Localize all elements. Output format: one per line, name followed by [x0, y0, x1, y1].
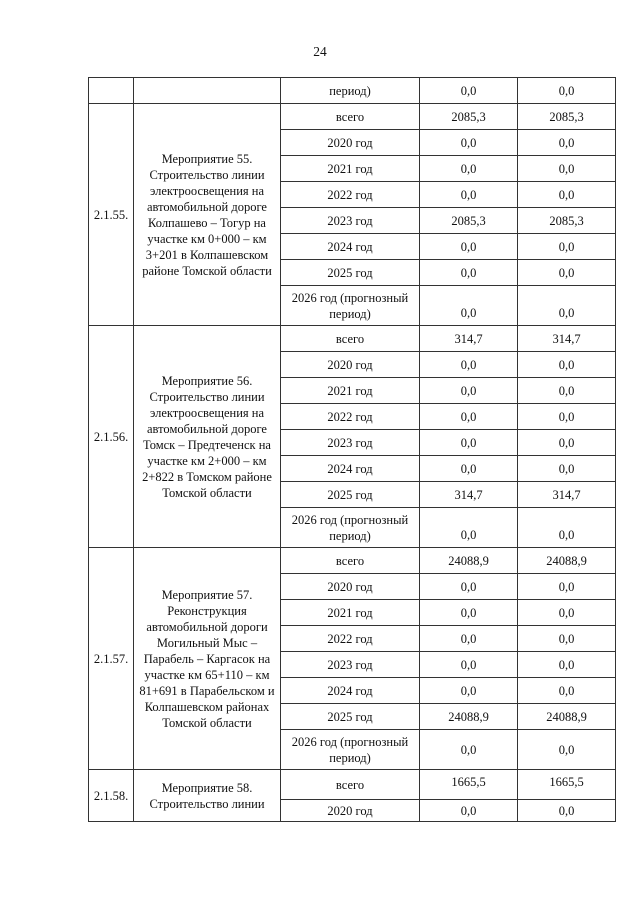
value-cell: 0,0	[518, 352, 616, 378]
value-cell: 314,7	[518, 482, 616, 508]
value-cell: 0,0	[420, 456, 518, 482]
value-cell: 0,0	[518, 260, 616, 286]
measure-code: 2.1.56.	[89, 326, 134, 548]
measure-code: 2.1.58.	[89, 770, 134, 822]
value-cell: 0,0	[518, 286, 616, 326]
value-cell: 0,0	[518, 652, 616, 678]
year-label: 2023 год	[281, 208, 420, 234]
year-label: 2021 год	[281, 378, 420, 404]
value-cell: 0,0	[420, 156, 518, 182]
year-label: 2023 год	[281, 652, 420, 678]
year-label: 2023 год	[281, 430, 420, 456]
year-label: 2025 год	[281, 260, 420, 286]
year-label: 2020 год	[281, 800, 420, 822]
value-cell: 0,0	[518, 130, 616, 156]
table-row	[89, 104, 616, 130]
measure-code: 2.1.57.	[89, 548, 134, 770]
value-cell: 2085,3	[518, 104, 616, 130]
value-cell: 0,0	[420, 78, 518, 104]
year-label: 2020 год	[281, 130, 420, 156]
value-cell: 0,0	[420, 652, 518, 678]
year-label: 2021 год	[281, 600, 420, 626]
value-cell: 0,0	[420, 730, 518, 770]
table-row	[89, 326, 616, 352]
value-cell: 2085,3	[420, 208, 518, 234]
year-label: 2025 год	[281, 704, 420, 730]
measure-description: Мероприятие 56. Строительство линии электроосвещения на автомобильной дороге Томск – Предтеченск на участке км 2+000 – км 2+822 в Томском районе Томской области	[134, 326, 281, 548]
value-cell: 0,0	[420, 260, 518, 286]
value-cell: 1665,5	[518, 770, 616, 800]
table-cell	[89, 78, 134, 104]
year-label: период)	[281, 78, 420, 104]
table-row	[89, 548, 616, 574]
year-label: 2026 год (прогнозный период)	[281, 286, 420, 326]
value-cell: 0,0	[420, 352, 518, 378]
value-cell: 0,0	[518, 626, 616, 652]
value-cell: 0,0	[518, 78, 616, 104]
value-cell: 0,0	[420, 130, 518, 156]
value-cell: 0,0	[518, 156, 616, 182]
value-cell: 314,7	[518, 326, 616, 352]
year-label: 2022 год	[281, 182, 420, 208]
measure-description: Мероприятие 58. Строительство линии	[134, 770, 281, 822]
value-cell: 0,0	[420, 182, 518, 208]
year-label: 2026 год (прогнозный период)	[281, 508, 420, 548]
value-cell: 0,0	[518, 378, 616, 404]
year-label: 2024 год	[281, 234, 420, 260]
value-cell: 314,7	[420, 326, 518, 352]
value-cell: 0,0	[518, 430, 616, 456]
measure-code: 2.1.55.	[89, 104, 134, 326]
year-label: всего	[281, 104, 420, 130]
value-cell: 0,0	[518, 600, 616, 626]
value-cell: 0,0	[420, 378, 518, 404]
value-cell: 0,0	[420, 678, 518, 704]
value-cell: 2085,3	[420, 104, 518, 130]
value-cell: 0,0	[420, 600, 518, 626]
value-cell: 0,0	[518, 730, 616, 770]
value-cell: 24088,9	[420, 548, 518, 574]
value-cell: 2085,3	[518, 208, 616, 234]
value-cell: 0,0	[420, 508, 518, 548]
year-label: 2026 год (прогнозный период)	[281, 730, 420, 770]
year-label: всего	[281, 326, 420, 352]
value-cell: 0,0	[420, 574, 518, 600]
value-cell: 1665,5	[420, 770, 518, 800]
year-label: 2022 год	[281, 404, 420, 430]
table-row	[89, 770, 616, 800]
value-cell: 24088,9	[420, 704, 518, 730]
year-label: 2024 год	[281, 678, 420, 704]
funding-table	[88, 77, 616, 822]
value-cell: 0,0	[518, 800, 616, 822]
value-cell: 0,0	[518, 234, 616, 260]
value-cell: 0,0	[420, 234, 518, 260]
value-cell: 0,0	[518, 456, 616, 482]
year-label: 2024 год	[281, 456, 420, 482]
value-cell: 314,7	[420, 482, 518, 508]
table-row	[89, 78, 616, 104]
table-cell	[134, 78, 281, 104]
value-cell: 0,0	[420, 404, 518, 430]
year-label: 2020 год	[281, 352, 420, 378]
value-cell: 0,0	[518, 404, 616, 430]
value-cell: 0,0	[420, 286, 518, 326]
year-label: 2020 год	[281, 574, 420, 600]
value-cell: 0,0	[518, 678, 616, 704]
page-number: 24	[313, 44, 327, 59]
year-label: всего	[281, 548, 420, 574]
value-cell: 0,0	[518, 182, 616, 208]
year-label: всего	[281, 770, 420, 800]
value-cell: 0,0	[420, 626, 518, 652]
year-label: 2021 год	[281, 156, 420, 182]
value-cell: 0,0	[518, 574, 616, 600]
measure-description: Мероприятие 57. Реконструкция автомобильной дороги Могильный Мыс – Парабель – Каргасок на участке км 65+110 – км 81+691 в Парабельском и Колпашевском районах Томской области	[134, 548, 281, 770]
value-cell: 0,0	[518, 508, 616, 548]
value-cell: 0,0	[420, 430, 518, 456]
year-label: 2025 год	[281, 482, 420, 508]
year-label: 2022 год	[281, 626, 420, 652]
value-cell: 0,0	[420, 800, 518, 822]
value-cell: 24088,9	[518, 704, 616, 730]
value-cell: 24088,9	[518, 548, 616, 574]
measure-description: Мероприятие 55. Строительство линии электроосвещения на автомобильной дороге Колпашево – Тогур на участке км 0+000 – км 3+201 в Колпашевском районе Томской области	[134, 104, 281, 326]
